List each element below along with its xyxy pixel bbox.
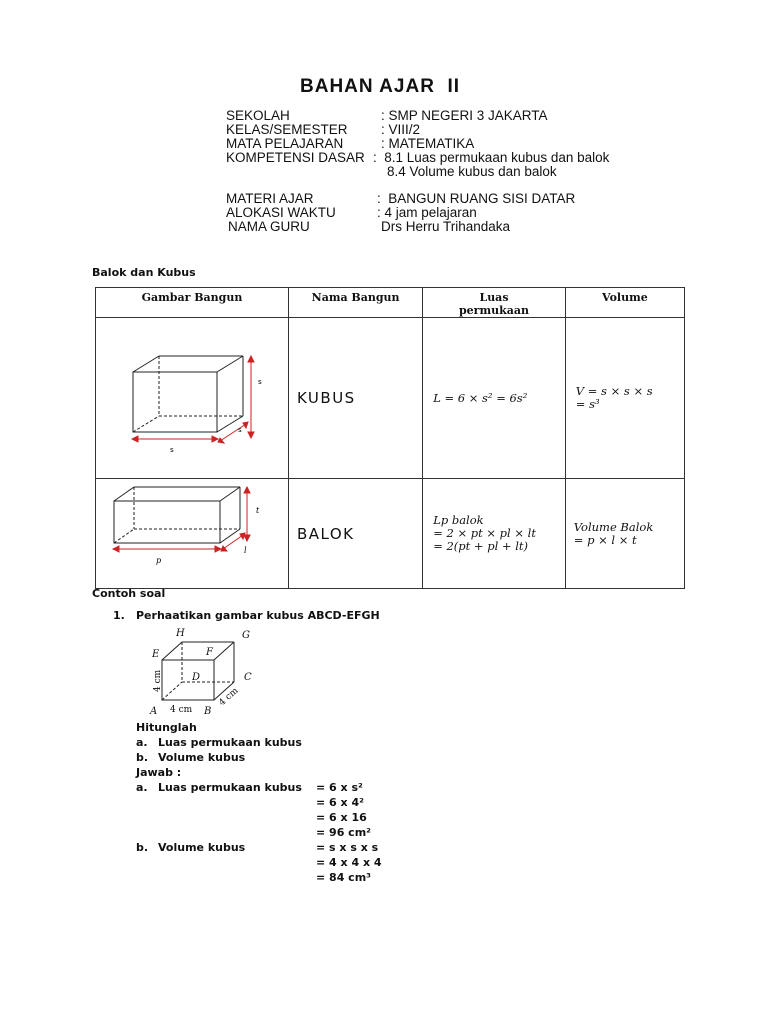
header-gambar: Gambar Bangun [96,288,289,318]
meta-label-sekolah: SEKOLAH [226,108,290,123]
meta-value-kd-2: 8.4 Volume kubus dan balok [387,164,557,179]
balok-diagram [96,479,288,583]
jawab-label: Jawab : [136,766,182,779]
meta-label-guru: NAMA GURU [228,219,310,234]
meta-label-materi: MATERI AJAR [226,191,314,206]
answer-b-label: Volume kubus [158,841,246,854]
volume-kubus [565,318,684,479]
question-number: 1. [113,609,125,622]
table-row [96,318,685,479]
volume-balok [565,479,684,589]
volume-balok-line2: = p × l × t [573,532,637,547]
item-a-text: Luas permukaan kubus [158,736,302,749]
vertex-h: H [176,628,185,639]
header-volume: Volume [565,288,684,318]
meta-block [0,0,768,240]
meta-label-alokasi: ALOKASI WAKTU [226,205,336,220]
answer-a-step-1: = 6 x s² [316,781,363,794]
cube-dim-d: s [238,426,242,434]
answer-a-label: Luas permukaan kubus [158,781,302,794]
meta-value-kelas: : VIII/2 [381,122,421,137]
volume-kubus-line2: = s³ [575,397,600,411]
luas-balok-line3: = 2(pt + pl + lt) [433,539,528,553]
luas-balok-line1: Lp balok [433,513,484,527]
cube-abcd-diagram [140,624,270,720]
balok-dim-h: t [256,506,260,515]
question-text: Perhaatikan gambar kubus ABCD-EFGH [136,609,380,622]
luas-kubus: L = 6 × s² = 6s² [423,318,566,479]
vertex-e: E [152,649,160,660]
vertex-d: D [192,672,201,683]
cube-dim-w: s [170,446,174,454]
cube-drawing-cell [96,318,289,479]
vertex-g: G [242,630,250,641]
answer-b-step-2: = 4 x 4 x 4 [316,856,382,869]
name-balok: BALOK [289,479,423,589]
meta-value-guru: Drs Herru Trihandaka [381,219,511,234]
answer-b-step-3: = 84 cm³ [316,871,371,884]
meta-value-kd-1: : 8.1 Luas permukaan kubus dan balok [373,150,610,165]
shapes-table [95,287,685,589]
answer-a-step-3: = 6 x 16 [316,811,367,824]
meta-value-materi: : BANGUN RUANG SISI DATAR [377,191,576,206]
header-nama: Nama Bangun [289,288,423,318]
contoh-title: Contoh soal [92,587,166,600]
meta-label-kd: KOMPETENSI DASAR [226,150,365,165]
vertex-a: A [150,706,158,717]
meta-value-alokasi: : 4 jam pelajaran [377,205,477,220]
side-bottom-label: 4 cm [170,705,193,715]
table-row [96,479,685,589]
item-b-mark: b. [136,751,149,764]
vertex-b: B [204,706,212,717]
meta-value-mapel: : MATEMATIKA [381,136,475,151]
side-left-label: 4 cm [153,669,163,692]
table-header-row [96,288,685,318]
vertex-c: C [244,672,252,683]
header-luas-text: Luas permukaan [458,291,529,317]
page-title: BAHAN AJAR II [300,76,461,97]
header-luas [423,288,566,318]
answer-a-step-2: = 6 x 4² [316,796,364,809]
answer-a-mark: a. [136,781,148,794]
item-b-text: Volume kubus [158,751,246,764]
answer-b-step-1: = s x s x s [316,841,379,854]
balok-dim-w: p [156,556,162,565]
vertex-f: F [206,647,213,658]
cube-dim-h: s [258,378,262,386]
meta-label-mapel: MATA PELAJARAN [226,136,344,151]
meta-label-kelas: KELAS/SEMESTER [226,122,348,137]
volume-kubus-line1: V = s × s × s [575,384,653,398]
balok-drawing-cell [96,479,289,589]
volume-balok-line1: Volume Balok [573,519,654,534]
cube-diagram [96,318,288,473]
name-kubus: KUBUS [289,318,423,479]
meta-value-sekolah: : SMP NEGERI 3 JAKARTA [381,108,548,123]
item-a-mark: a. [136,736,148,749]
balok-dim-d: l [244,546,247,555]
hitunglah-label: Hitunglah [136,721,197,734]
luas-balok [423,479,566,589]
section-title: Balok dan Kubus [92,266,196,279]
answer-b-mark: b. [136,841,149,854]
luas-balok-line2: = 2 × pt × pl × lt [433,526,536,540]
answer-a-step-4: = 96 cm² [316,826,371,839]
side-right-label: 4 cm [217,685,241,709]
